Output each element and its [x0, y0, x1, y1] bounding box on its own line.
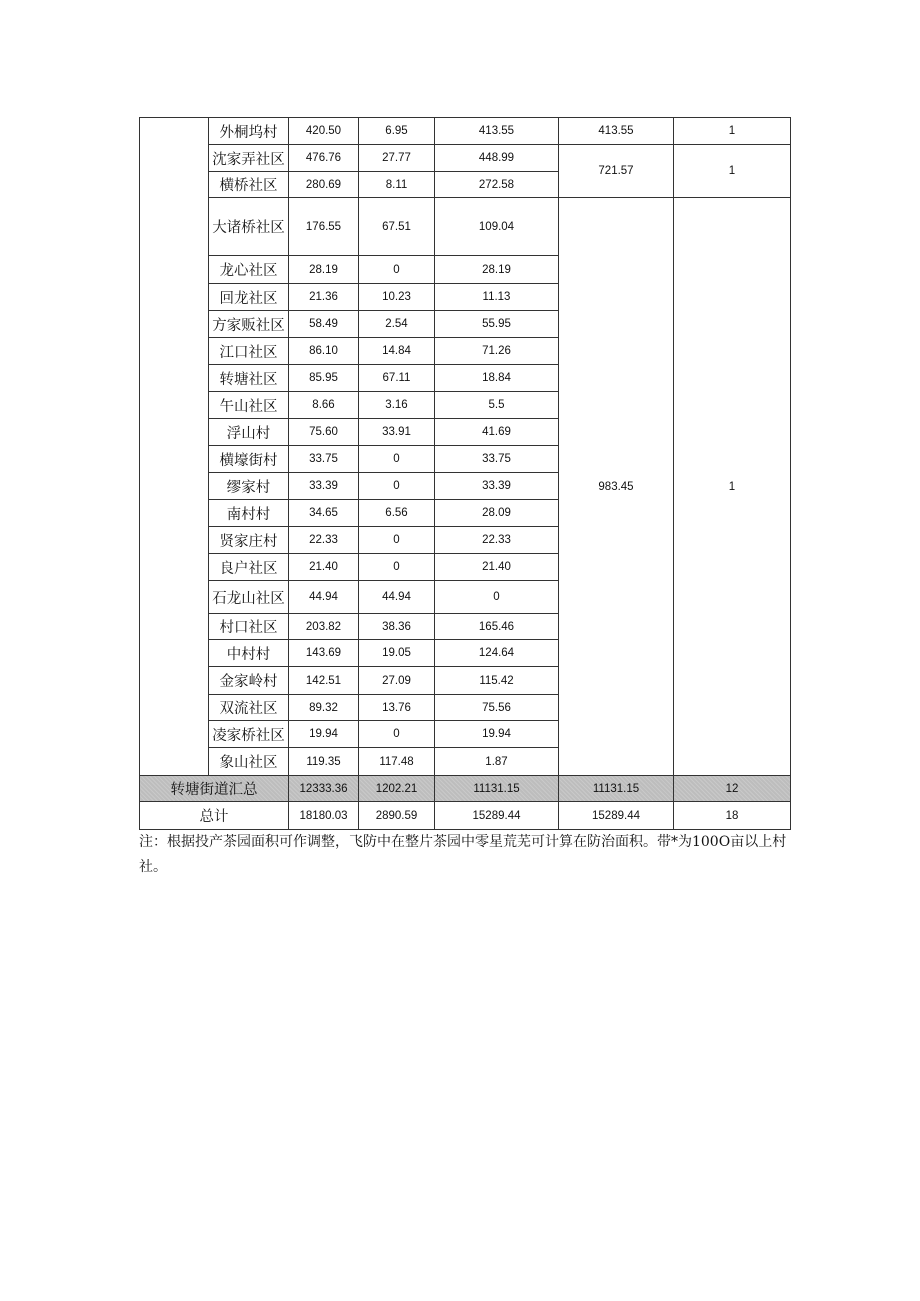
village-name: 横壕街村 — [209, 446, 289, 473]
value-b: 0 — [359, 721, 435, 748]
value-b: 19.05 — [359, 640, 435, 667]
value-a: 28.19 — [289, 256, 359, 284]
value-a: 420.50 — [289, 118, 359, 145]
value-b: 6.95 — [359, 118, 435, 145]
value-c: 28.09 — [435, 500, 559, 527]
value-c: 124.64 — [435, 640, 559, 667]
value-b: 0 — [359, 256, 435, 284]
total-label: 总计 — [140, 802, 289, 830]
summary-value-c: 11131.15 — [435, 776, 559, 802]
total-value-d: 15289.44 — [559, 802, 674, 830]
village-name: 缪家村 — [209, 473, 289, 500]
total-value-b: 2890.59 — [359, 802, 435, 830]
total-row — [140, 802, 791, 830]
value-a: 280.69 — [289, 172, 359, 198]
group-value-d: 721.57 — [559, 145, 674, 198]
value-b: 0 — [359, 554, 435, 581]
value-c: 1.87 — [435, 748, 559, 776]
value-a: 33.39 — [289, 473, 359, 500]
value-c: 28.19 — [435, 256, 559, 284]
value-b: 3.16 — [359, 392, 435, 419]
value-c: 165.46 — [435, 614, 559, 640]
value-a: 75.60 — [289, 419, 359, 446]
value-b: 13.76 — [359, 695, 435, 721]
value-b: 117.48 — [359, 748, 435, 776]
value-c: 109.04 — [435, 198, 559, 256]
value-a: 44.94 — [289, 581, 359, 614]
village-name: 南村村 — [209, 500, 289, 527]
value-a: 86.10 — [289, 338, 359, 365]
value-a: 19.94 — [289, 721, 359, 748]
value-c: 75.56 — [435, 695, 559, 721]
value-a: 22.33 — [289, 527, 359, 554]
value-a: 203.82 — [289, 614, 359, 640]
blank-cell — [140, 118, 209, 776]
data-table — [139, 117, 791, 830]
value-a: 8.66 — [289, 392, 359, 419]
village-name: 石龙山社区 — [209, 581, 289, 614]
total-value-a: 18180.03 — [289, 802, 359, 830]
summary-row — [140, 776, 791, 802]
village-name: 回龙社区 — [209, 284, 289, 311]
group-value-e: 1 — [674, 118, 791, 145]
village-name: 象山社区 — [209, 748, 289, 776]
value-b: 2.54 — [359, 311, 435, 338]
value-b: 10.23 — [359, 284, 435, 311]
footnote: 注：根据投产茶园面积可作调整，飞防中在整片茶园中零星荒芜可计算在防治面积。带*为100O亩以上村社。 — [139, 834, 787, 875]
village-name: 凌家桥社区 — [209, 721, 289, 748]
total-value-c: 15289.44 — [435, 802, 559, 830]
value-c: 33.39 — [435, 473, 559, 500]
village-name: 外桐坞村 — [209, 118, 289, 145]
value-a: 176.55 — [289, 198, 359, 256]
village-name: 村口社区 — [209, 614, 289, 640]
value-c: 22.33 — [435, 527, 559, 554]
value-c: 55.95 — [435, 311, 559, 338]
village-name: 午山社区 — [209, 392, 289, 419]
value-b: 67.11 — [359, 365, 435, 392]
village-name: 横桥社区 — [209, 172, 289, 198]
value-a: 142.51 — [289, 667, 359, 695]
value-c: 413.55 — [435, 118, 559, 145]
village-name: 大诸桥社区 — [209, 198, 289, 256]
value-c: 5.5 — [435, 392, 559, 419]
value-b: 27.09 — [359, 667, 435, 695]
value-a: 89.32 — [289, 695, 359, 721]
village-name: 中村村 — [209, 640, 289, 667]
value-a: 476.76 — [289, 145, 359, 172]
value-c: 18.84 — [435, 365, 559, 392]
value-b: 33.91 — [359, 419, 435, 446]
value-b: 0 — [359, 527, 435, 554]
value-c: 71.26 — [435, 338, 559, 365]
summary-label: 转塘街道汇总 — [140, 776, 289, 802]
value-c: 21.40 — [435, 554, 559, 581]
value-a: 33.75 — [289, 446, 359, 473]
value-a: 143.69 — [289, 640, 359, 667]
village-name: 方家贩社区 — [209, 311, 289, 338]
village-name: 龙心社区 — [209, 256, 289, 284]
value-a: 34.65 — [289, 500, 359, 527]
village-name: 江口社区 — [209, 338, 289, 365]
value-c: 41.69 — [435, 419, 559, 446]
group-value-d: 983.45 — [559, 198, 674, 776]
group-value-d: 413.55 — [559, 118, 674, 145]
value-b: 8.11 — [359, 172, 435, 198]
village-name: 转塘社区 — [209, 365, 289, 392]
table-row — [140, 198, 791, 256]
data-table-container — [139, 117, 790, 830]
summary-value-d: 11131.15 — [559, 776, 674, 802]
table-row — [140, 118, 791, 145]
summary-value-e: 12 — [674, 776, 791, 802]
value-c: 0 — [435, 581, 559, 614]
value-b: 67.51 — [359, 198, 435, 256]
value-a: 58.49 — [289, 311, 359, 338]
village-name: 金家岭村 — [209, 667, 289, 695]
value-b: 0 — [359, 446, 435, 473]
value-a: 85.95 — [289, 365, 359, 392]
value-a: 21.40 — [289, 554, 359, 581]
value-c: 19.94 — [435, 721, 559, 748]
value-b: 14.84 — [359, 338, 435, 365]
total-value-e: 18 — [674, 802, 791, 830]
value-b: 0 — [359, 473, 435, 500]
value-a: 119.35 — [289, 748, 359, 776]
village-name: 贤家庄村 — [209, 527, 289, 554]
village-name: 良户社区 — [209, 554, 289, 581]
group-value-e: 1 — [674, 198, 791, 776]
value-b: 27.77 — [359, 145, 435, 172]
village-name: 沈家弄社区 — [209, 145, 289, 172]
value-c: 272.58 — [435, 172, 559, 198]
summary-value-a: 12333.36 — [289, 776, 359, 802]
village-name: 双流社区 — [209, 695, 289, 721]
summary-value-b: 1202.21 — [359, 776, 435, 802]
value-b: 6.56 — [359, 500, 435, 527]
village-name: 浮山村 — [209, 419, 289, 446]
value-a: 21.36 — [289, 284, 359, 311]
group-value-e: 1 — [674, 145, 791, 198]
value-b: 38.36 — [359, 614, 435, 640]
table-row — [140, 145, 791, 172]
value-c: 11.13 — [435, 284, 559, 311]
value-c: 33.75 — [435, 446, 559, 473]
value-c: 115.42 — [435, 667, 559, 695]
value-c: 448.99 — [435, 145, 559, 172]
value-b: 44.94 — [359, 581, 435, 614]
